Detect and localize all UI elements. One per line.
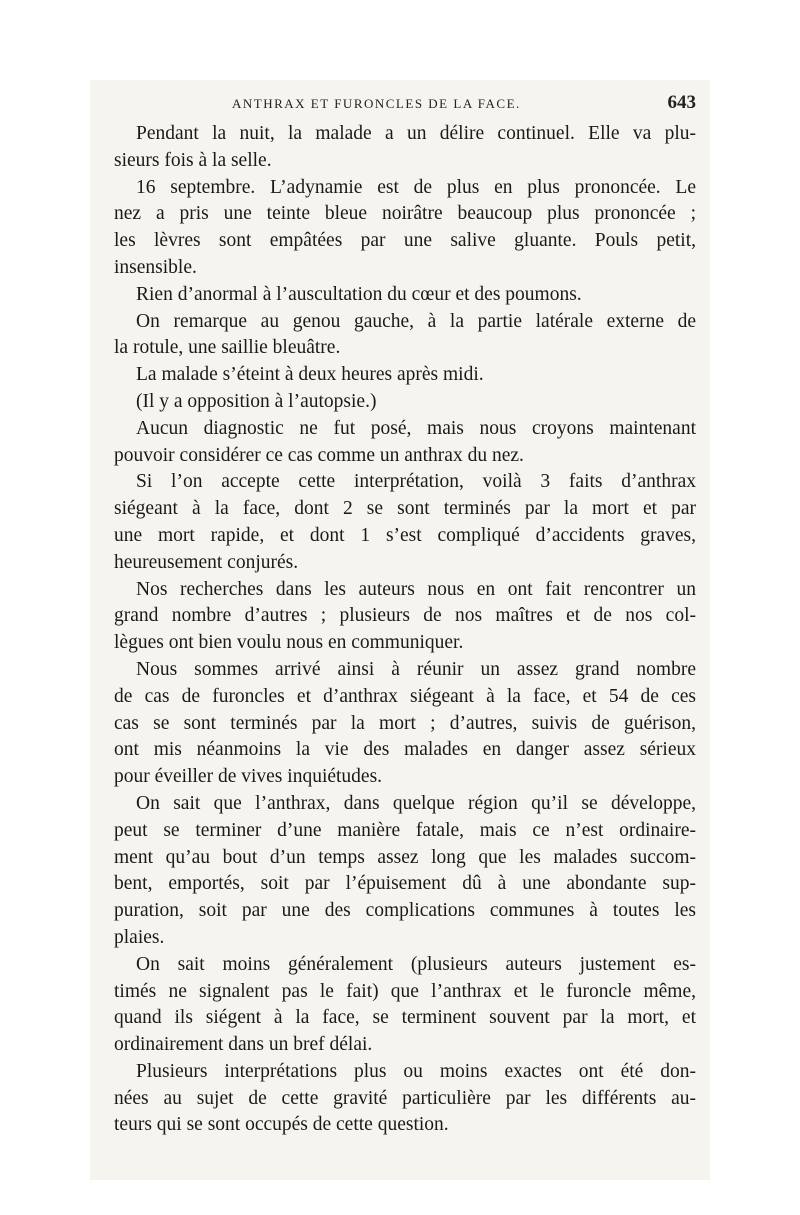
text-line: Nous sommes arrivé ainsi à réunir un assez grand nombre (136, 658, 696, 680)
text-line: Nos recherches dans les auteurs nous en ont fait rencontrer un (136, 578, 696, 600)
text-line: peut se terminer d’une manière fatale, mais ce n’est ordinaire- (114, 819, 696, 841)
text-line: ment qu’au bout d’un temps assez long que les malades succom- (114, 846, 696, 868)
text-line: ordinairement dans un bref délai. (114, 1034, 373, 1056)
text-line: nez a pris une teinte bleue noirâtre beaucoup plus prononcée ; (114, 203, 696, 225)
text-line: insensible. (114, 256, 197, 278)
text-line: sieurs fois à la selle. (114, 149, 272, 171)
body-text (114, 121, 696, 1139)
text-line: Pendant la nuit, la malade a un délire continuel. Elle va plu- (136, 123, 696, 144)
text-line: On remarque au genou gauche, à la partie latérale externe de (136, 310, 696, 332)
running-title: ANTHRAX ET FURONCLES DE LA FACE. (232, 96, 521, 111)
text-line: (Il y a opposition à l’autopsie.) (136, 390, 377, 412)
text-line: Rien d’anormal à l’auscultation du cœur et des poumons. (136, 283, 582, 305)
text-line: Aucun diagnostic ne fut posé, mais nous croyons maintenant (136, 417, 696, 439)
text-line: teurs qui se sont occupés de cette question. (114, 1114, 449, 1136)
text-line: Plusieurs interprétations plus ou moins exactes ont été don- (136, 1060, 696, 1082)
text-line: pouvoir considérer ce cas comme un anthrax du nez. (114, 444, 524, 466)
text-line: On sait que l’anthrax, dans quelque région qu’il se développe, (136, 792, 696, 814)
text-line: cas se sont terminés par la mort ; d’autres, suivis de guérison, (114, 712, 696, 734)
text-line: pour éveiller de vives inquiétudes. (114, 766, 383, 788)
text-line: nées au sujet de cette gravité particulière par les différents au- (114, 1087, 696, 1109)
text-line: les lèvres sont empâtées par une salive gluante. Pouls petit, (114, 230, 696, 252)
running-head (114, 94, 696, 116)
text-line: siégeant à la face, dont 2 se sont terminés par la mort et par (114, 498, 696, 520)
text-line: lègues ont bien voulu nous en communiquer. (114, 632, 464, 654)
text-line: On sait moins généralement (plusieurs auteurs justement es- (136, 953, 696, 975)
text-line: quand ils siégent à la face, se terminent souvent par la mort, et (114, 1007, 696, 1029)
text-line: Si l’on accepte cette interprétation, voilà 3 faits d’anthrax (136, 471, 696, 493)
text-line: plaies. (114, 926, 165, 948)
text-line: 16 septembre. L’adynamie est de plus en plus prononcée. Le (136, 176, 696, 198)
text-line: heureusement conjurés. (114, 551, 299, 573)
text-line: ont mis néanmoins la vie des malades en danger assez sérieux (114, 739, 696, 761)
text-line: la rotule, une saillie bleuâtre. (114, 337, 341, 359)
text-line: de cas de furoncles et d’anthrax siégeant à la face, et 54 de ces (114, 685, 696, 707)
text-line: timés ne signalent pas le fait) que l’anthrax et le furoncle même, (114, 980, 696, 1002)
text-line: puration, soit par une des complications communes à toutes les (114, 900, 696, 922)
page-number: 643 (667, 92, 696, 113)
text-line: grand nombre d’autres ; plusieurs de nos maîtres et de nos col- (114, 605, 696, 627)
text-line: La malade s’éteint à deux heures après midi. (136, 364, 484, 386)
text-line: bent, emportés, soit par l’épuisement dû à une abondante sup- (114, 873, 696, 895)
text-line: une mort rapide, et dont 1 s’est compliqué d’accidents graves, (114, 524, 696, 546)
